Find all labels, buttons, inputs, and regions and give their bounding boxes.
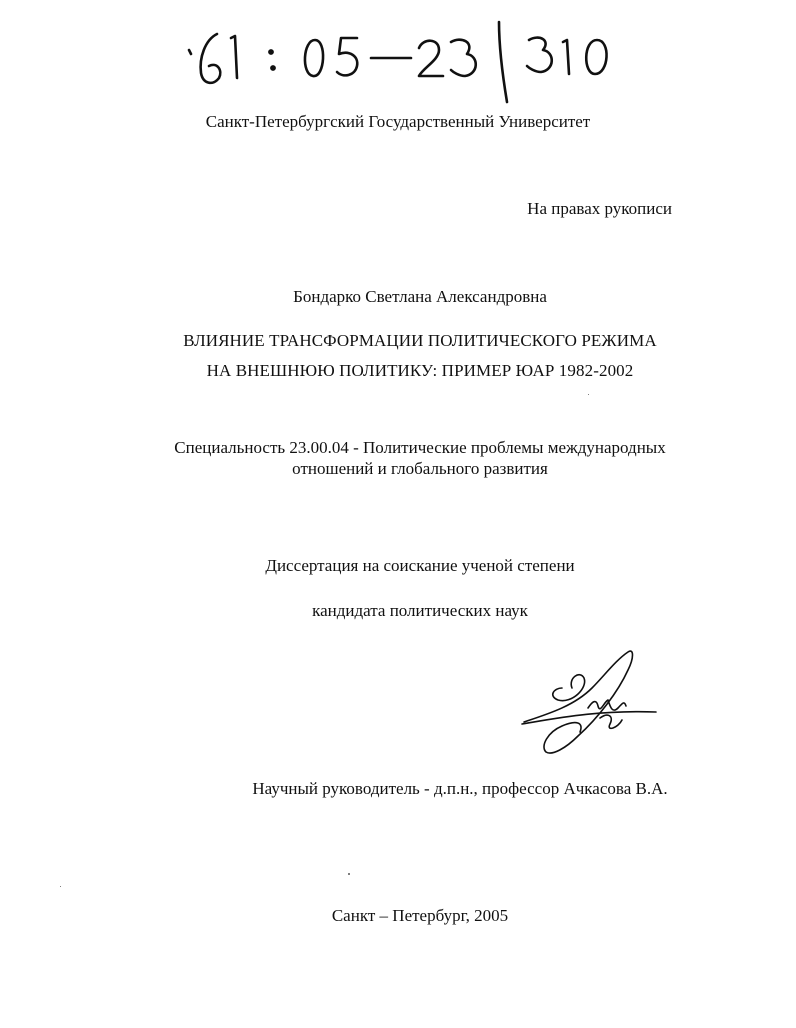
scan-speck [588, 394, 589, 395]
dissertation-line-2: кандидата политических наук [312, 601, 528, 620]
specialty-line-2: отношений и глобального развития [292, 459, 548, 478]
handwritten-signature [518, 648, 658, 760]
rights-note: На правах рукописи [527, 199, 672, 218]
scan-speck [348, 873, 350, 875]
supervisor: Научный руководитель - д.п.н., профессор Ачкасова В.А. [252, 779, 668, 798]
place-and-year: Санкт – Петербург, 2005 [331, 906, 509, 925]
author-name: Бондарко Светлана Александровна [293, 287, 547, 306]
university-name: Санкт-Петербургский Государственный Университет [205, 112, 591, 131]
scan-speck [60, 886, 61, 887]
dissertation-line-1: Диссертация на соискание ученой степени [265, 556, 575, 575]
specialty-line-1: Специальность 23.00.04 - Политические проблемы международных [174, 438, 666, 457]
title-line-1: ВЛИЯНИЕ ТРАНСФОРМАЦИИ ПОЛИТИЧЕСКОГО РЕЖИМА [183, 331, 657, 350]
title-line-2: НА ВНЕШНЮЮ ПОЛИТИКУ: ПРИМЕР ЮАР 1982-2002 [206, 361, 634, 380]
handwritten-catalog-number [185, 18, 635, 110]
